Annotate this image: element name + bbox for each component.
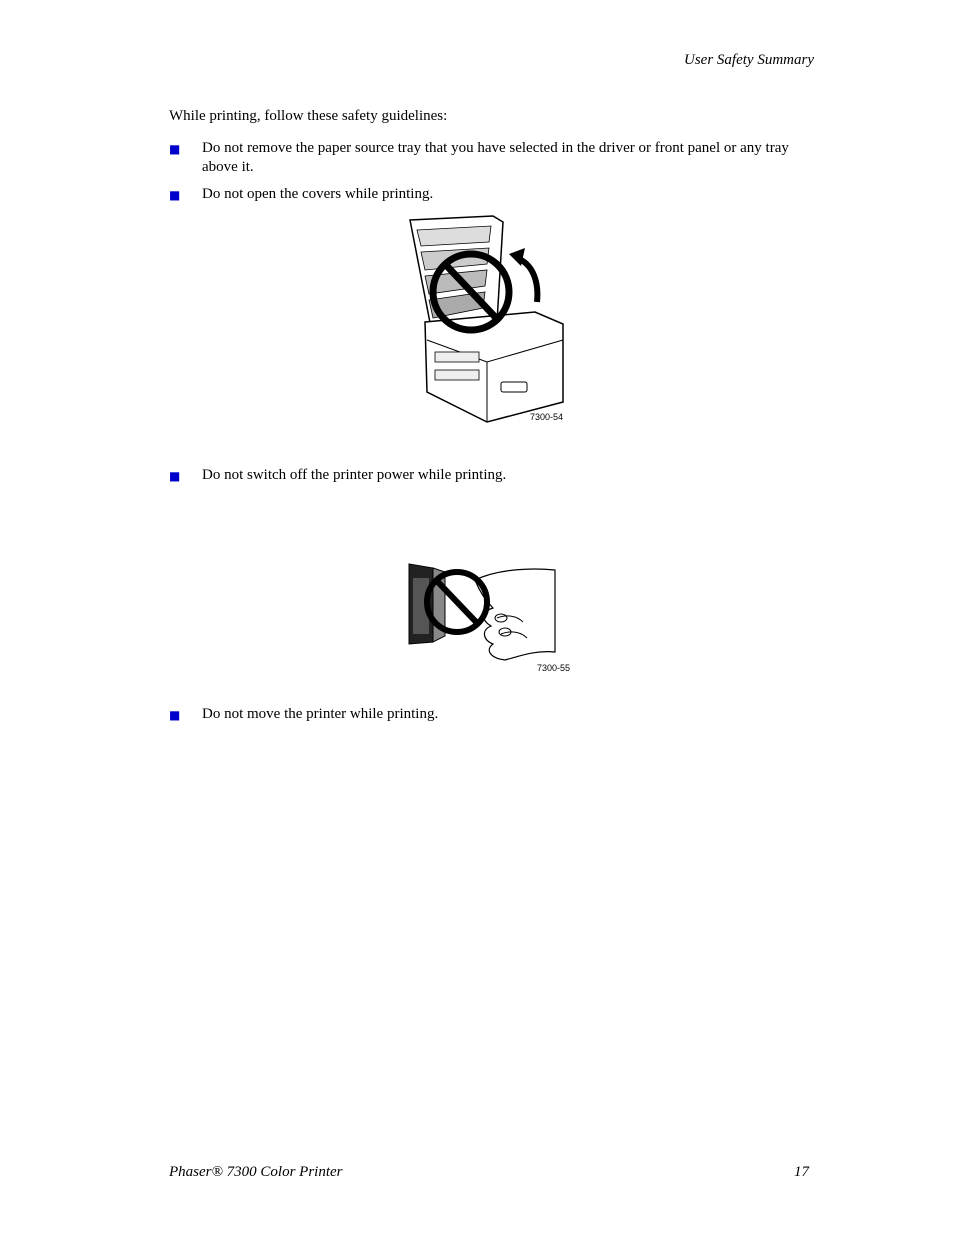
- intro-text: While printing, follow these safety guidelines:: [169, 108, 448, 124]
- open-printer-cover-prohibited-icon: [405, 212, 575, 427]
- footer-page-number: 17: [794, 1164, 809, 1180]
- footer-product: Phaser® 7300 Color Printer: [169, 1164, 343, 1180]
- bullet-text: Do not remove the paper source tray that you have selected in the driver or front panel or any tray above it.: [202, 140, 789, 175]
- bullet-marker: ■: [169, 469, 181, 483]
- bullet-marker: ■: [169, 708, 181, 722]
- figure-open-cover: [405, 212, 575, 427]
- figure-power-switch: [405, 560, 580, 680]
- bullet-text: Do not move the printer while printing.: [202, 706, 439, 722]
- bullet-item: [169, 705, 814, 724]
- bullet-marker: ■: [169, 188, 181, 202]
- running-header: User Safety Summary: [684, 52, 814, 68]
- bullet-text: Do not switch off the printer power while printing.: [202, 467, 507, 483]
- power-switch-prohibited-icon: [405, 560, 580, 665]
- bullet-item: [169, 139, 814, 177]
- bullet-item: [169, 185, 814, 204]
- bullet-item: [169, 466, 814, 485]
- bullet-marker: ■: [169, 142, 181, 156]
- bullet-text: Do not open the covers while printing.: [202, 186, 434, 202]
- figure-code: 7300-55: [537, 663, 571, 673]
- figure-code: 7300-54: [530, 412, 564, 422]
